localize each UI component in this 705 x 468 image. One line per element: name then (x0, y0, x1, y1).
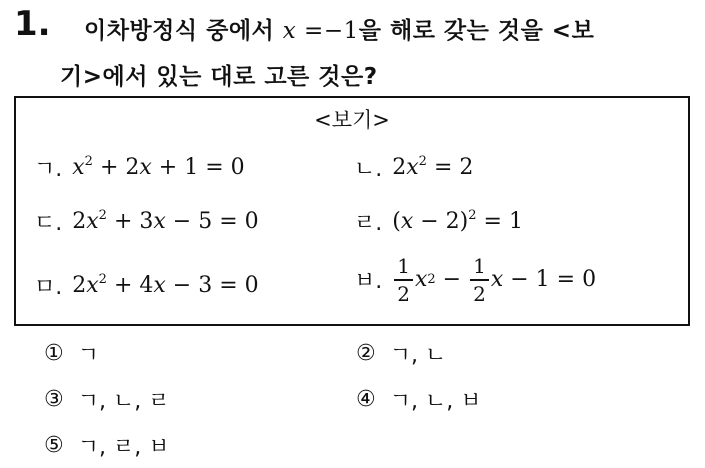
expr-exponent: 2 (84, 154, 93, 169)
expr-part: = 1 (476, 209, 523, 234)
bogi-item-digeut (34, 206, 259, 237)
expr-part: − 3 = 0 (165, 273, 259, 298)
choice-text: ㄱ (77, 343, 99, 368)
item-label: ㄷ. (34, 211, 63, 236)
expr-part: − 5 = 0 (165, 209, 259, 234)
bogi-item-bieup (354, 256, 596, 304)
item-expression (72, 209, 258, 234)
choice-number: ④ (356, 387, 376, 412)
choice-number: ③ (44, 387, 64, 412)
item-expression (72, 273, 258, 298)
item-expression (392, 209, 523, 234)
choice-number: ② (356, 341, 376, 366)
item-expression (392, 155, 473, 180)
question-number: 1. (14, 4, 51, 44)
expr-part: ( (392, 209, 401, 234)
choice-number: ⑤ (44, 433, 64, 458)
expr-part: 2 (72, 273, 87, 298)
choice-text: ㄱ, ㄴ (389, 343, 447, 368)
expr-part: + 1 = 0 (151, 155, 245, 180)
expr-part: x (400, 209, 414, 234)
bogi-item-mieum (34, 270, 259, 301)
choice-4[interactable] (356, 384, 481, 415)
expr-part: 2 (392, 155, 407, 180)
expr-part: x (153, 209, 166, 234)
expr-part: x (86, 209, 99, 234)
item-label: ㅁ. (34, 275, 63, 300)
choice-1[interactable] (44, 338, 99, 369)
expr-part: + 3 (106, 209, 154, 234)
question-condition (283, 18, 359, 44)
expr-part: + 4 (106, 273, 154, 298)
bogi-item-nieun (354, 152, 473, 183)
expr-part: x (72, 155, 85, 180)
choice-text: ㄱ, ㄴ, ㅂ (389, 389, 482, 414)
question-text-b: 을 해로 갖는 것을 <보 (358, 18, 595, 44)
bogi-box (14, 96, 690, 326)
item-label: ㄹ. (354, 211, 383, 236)
condition-variable: x (282, 18, 297, 44)
fraction-denominator: 2 (397, 281, 410, 306)
expr-part: − 2) (413, 209, 469, 234)
expr-part: + 2 (92, 155, 140, 180)
expr-part: x (139, 155, 152, 180)
fraction-numerator: 1 (397, 254, 410, 278)
expr-exponent: 2 (98, 272, 107, 287)
choice-number: ① (44, 341, 64, 366)
expr-part: 2 (72, 209, 87, 234)
expr-part: = 2 (426, 155, 474, 180)
question-text-line2: 기>에서 있는 대로 고른 것은? (60, 64, 378, 90)
expr-part: x (490, 267, 504, 293)
fraction-bar (470, 279, 489, 281)
expr-part: − (435, 267, 469, 293)
expr-exponent: 2 (98, 208, 107, 223)
item-expression: $\frac{1}{2}$ x 2 − $\frac{1}{2}$ x − 1 = 0 (392, 256, 596, 304)
fraction-bar (394, 279, 413, 281)
expr-exponent: 2 (468, 208, 477, 223)
item-expression (72, 155, 244, 180)
item-label: ㄱ. (34, 157, 63, 182)
fraction-numerator: 1 (473, 254, 486, 278)
expr-exponent: 2 (418, 154, 427, 169)
fraction-one-half (394, 256, 413, 304)
expr-part: x (86, 273, 99, 298)
item-label: ㅂ. (354, 269, 383, 295)
bogi-item-giyeok (34, 152, 245, 183)
condition-value: =−1 (296, 18, 359, 44)
bogi-item-rieul (354, 206, 523, 237)
expr-part: x (153, 273, 166, 298)
fraction-denominator: 2 (473, 281, 486, 306)
expr-part: x (414, 267, 428, 293)
expr-part: x (406, 155, 419, 180)
choice-2[interactable] (356, 338, 446, 369)
bogi-title: <보기> (314, 108, 390, 132)
question-text-a: 이차방정식 중에서 (84, 18, 283, 44)
choice-text: ㄱ, ㄴ, ㄹ (77, 389, 170, 414)
fraction-one-half (470, 256, 489, 304)
choice-5[interactable] (44, 430, 169, 461)
question-text-line1 (84, 12, 594, 45)
expr-part: − 1 = 0 (503, 267, 597, 293)
choice-3[interactable] (44, 384, 169, 415)
item-label: ㄴ. (354, 157, 383, 182)
choice-text: ㄱ, ㄹ, ㅂ (77, 435, 170, 460)
